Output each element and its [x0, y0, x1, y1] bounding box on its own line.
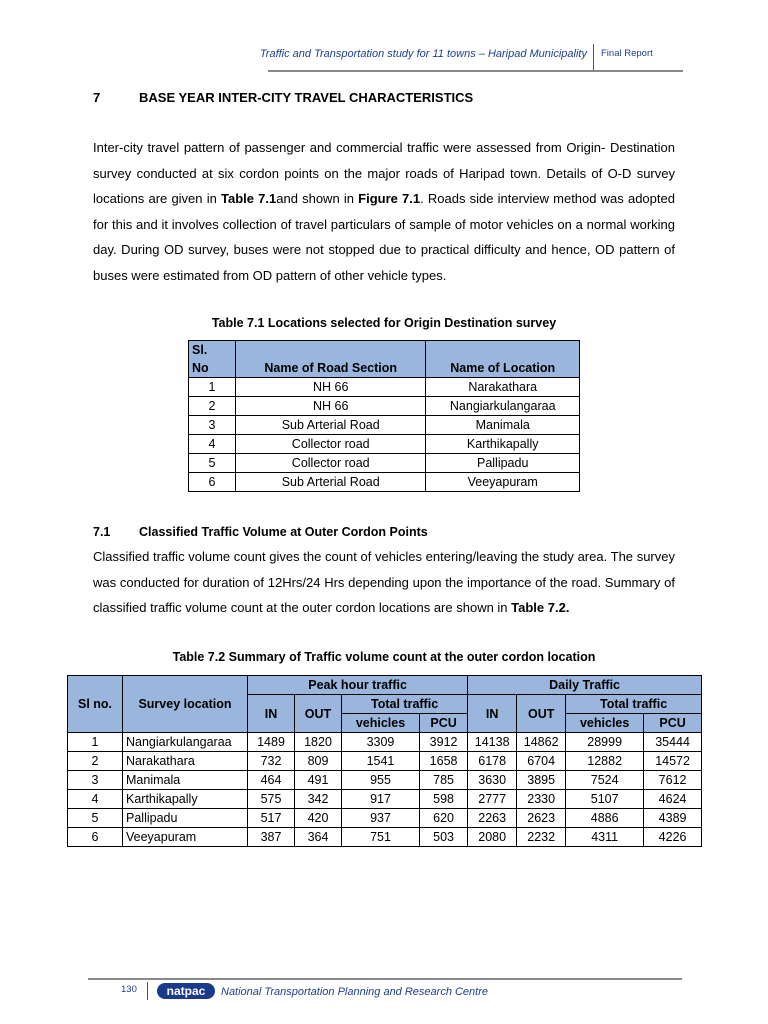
subsection-title: Classified Traffic Volume at Outer Cordon Points	[139, 525, 428, 539]
table-ref: Table 7.1	[221, 191, 277, 206]
cell-dpcu: 4226	[644, 828, 702, 847]
table-row	[189, 473, 580, 492]
cell-no: 2	[189, 397, 236, 416]
cell-ppcu: 503	[419, 828, 467, 847]
group-daily: Daily Traffic	[468, 676, 702, 695]
cell-no: 4	[68, 790, 123, 809]
cell-pin: 732	[248, 752, 295, 771]
cell-pveh: 751	[342, 828, 420, 847]
cell-dout: 6704	[517, 752, 566, 771]
table2-caption: Table 7.2 Summary of Traffic volume count at the outer cordon location	[172, 650, 596, 664]
cell-dpcu: 7612	[644, 771, 702, 790]
cell-no: 3	[68, 771, 123, 790]
header-title: Traffic and Transportation study for 11 towns – Haripad Municipality	[259, 48, 587, 60]
cell-loc: Manimala	[123, 771, 248, 790]
cell-loc: Veeyapuram	[123, 828, 248, 847]
cell-no: 6	[68, 828, 123, 847]
col-peak-in: IN	[248, 695, 295, 733]
cell-dveh: 4311	[566, 828, 644, 847]
table-row	[68, 733, 702, 752]
cell-dout: 3895	[517, 771, 566, 790]
table-row	[68, 790, 702, 809]
cell-no: 1	[68, 733, 123, 752]
cell-pveh: 937	[342, 809, 420, 828]
cell-pin: 1489	[248, 733, 295, 752]
group-peak-total: Total traffic	[342, 695, 468, 714]
cell-pveh: 917	[342, 790, 420, 809]
cell-loc: Nangiarkulangaraa	[123, 733, 248, 752]
cell-pveh: 955	[342, 771, 420, 790]
natpac-logo: natpac	[157, 983, 215, 999]
table-row	[189, 416, 580, 435]
cell-no: 6	[189, 473, 236, 492]
cell-dveh: 12882	[566, 752, 644, 771]
col-sl-no: Sl no.	[68, 676, 123, 733]
header-text: Sl.	[192, 343, 208, 357]
cell-loc: Nangiarkulangaraa	[426, 397, 580, 416]
cell-ppcu: 3912	[419, 733, 467, 752]
section-number: 7	[93, 90, 101, 105]
col-location: Name of Location	[426, 341, 580, 378]
header-rule	[268, 70, 683, 72]
col-peak-vehicles: vehicles	[342, 714, 420, 733]
header-report-label: Final Report	[601, 48, 653, 59]
footer-organization: National Transportation Planning and Research Centre	[221, 986, 489, 998]
table-row	[68, 828, 702, 847]
cell-pout: 342	[295, 790, 342, 809]
group-peak-hour: Peak hour traffic	[248, 676, 468, 695]
cell-din: 6178	[468, 752, 517, 771]
cell-dout: 2330	[517, 790, 566, 809]
table-ref: Table 7.2.	[511, 600, 570, 615]
cell-loc: Veeyapuram	[426, 473, 580, 492]
cell-ppcu: 620	[419, 809, 467, 828]
cell-road: Sub Arterial Road	[236, 416, 426, 435]
cell-dpcu: 14572	[644, 752, 702, 771]
cell-no: 4	[189, 435, 236, 454]
cell-road: NH 66	[236, 378, 426, 397]
cell-dveh: 5107	[566, 790, 644, 809]
section-heading	[93, 90, 473, 105]
cell-din: 2080	[468, 828, 517, 847]
table-row	[189, 378, 580, 397]
cell-din: 14138	[468, 733, 517, 752]
col-daily-in: IN	[468, 695, 517, 733]
cell-ppcu: 1658	[419, 752, 467, 771]
cell-dveh: 28999	[566, 733, 644, 752]
traffic-volume-table	[67, 675, 702, 847]
cell-pveh: 1541	[342, 752, 420, 771]
cell-loc: Karthikapally	[123, 790, 248, 809]
para-text: and shown in	[276, 191, 359, 206]
cell-din: 2263	[468, 809, 517, 828]
volume-paragraph	[93, 544, 675, 621]
cell-road: NH 66	[236, 397, 426, 416]
col-survey-location: Survey location	[123, 676, 248, 733]
cell-loc: Pallipadu	[123, 809, 248, 828]
cell-ppcu: 598	[419, 790, 467, 809]
table1-caption: Table 7.1 Locations selected for Origin Destination survey	[211, 316, 557, 330]
page-number: 130	[121, 984, 137, 995]
cell-road: Collector road	[236, 454, 426, 473]
cell-pout: 1820	[295, 733, 342, 752]
cell-pin: 517	[248, 809, 295, 828]
col-road-section: Name of Road Section	[236, 341, 426, 378]
cell-dpcu: 4389	[644, 809, 702, 828]
cell-dout: 2232	[517, 828, 566, 847]
cell-dveh: 7524	[566, 771, 644, 790]
cell-loc: Pallipadu	[426, 454, 580, 473]
cell-road: Sub Arterial Road	[236, 473, 426, 492]
cell-no: 1	[189, 378, 236, 397]
cell-loc: Narakathara	[426, 378, 580, 397]
table-row	[189, 397, 580, 416]
cell-dpcu: 4624	[644, 790, 702, 809]
subsection-number: 7.1	[93, 525, 111, 539]
para-text: . Roads side interview method was adopted for this and it involves collection of travel particulars of sample of motor vehicles on a normal working day. During OD survey, buses were not stopped due to practical difficulty and hence, OD pattern of buses were estimated from OD pattern of other vehicle types.	[93, 191, 675, 283]
cell-ppcu: 785	[419, 771, 467, 790]
footer-rule	[88, 978, 682, 980]
table-row	[68, 771, 702, 790]
cell-no: 5	[68, 809, 123, 828]
cell-dveh: 4886	[566, 809, 644, 828]
cell-pin: 464	[248, 771, 295, 790]
group-daily-total: Total traffic	[566, 695, 702, 714]
cell-pveh: 3309	[342, 733, 420, 752]
cell-pout: 420	[295, 809, 342, 828]
col-daily-pcu: PCU	[644, 714, 702, 733]
col-peak-pcu: PCU	[419, 714, 467, 733]
cell-no: 5	[189, 454, 236, 473]
cell-road: Collector road	[236, 435, 426, 454]
cell-loc: Karthikapally	[426, 435, 580, 454]
intro-paragraph	[93, 135, 675, 288]
subsection-heading	[93, 525, 428, 539]
cell-dout: 14862	[517, 733, 566, 752]
table-row	[68, 809, 702, 828]
table-row	[189, 435, 580, 454]
table-row	[68, 752, 702, 771]
table-row	[189, 454, 580, 473]
header-text: No	[192, 361, 209, 375]
cell-pin: 575	[248, 790, 295, 809]
para-text: Inter-city travel pattern of passenger and commercial traffic were assessed from Origin- Destination survey conducted at six cordon points on the major roads of Haripad town. Details of O-D survey locations are given in	[93, 140, 675, 206]
cell-dpcu: 35444	[644, 733, 702, 752]
locations-table	[188, 340, 580, 492]
cell-pout: 364	[295, 828, 342, 847]
cell-loc: Manimala	[426, 416, 580, 435]
cell-dout: 2623	[517, 809, 566, 828]
cell-no: 2	[68, 752, 123, 771]
cell-din: 3630	[468, 771, 517, 790]
col-daily-vehicles: vehicles	[566, 714, 644, 733]
header-separator	[593, 44, 594, 72]
col-daily-out: OUT	[517, 695, 566, 733]
cell-din: 2777	[468, 790, 517, 809]
footer-separator	[147, 982, 148, 1000]
col-peak-out: OUT	[295, 695, 342, 733]
para-text: Classified traffic volume count gives the count of vehicles entering/leaving the study area. The survey was conducted for duration of 12Hrs/24 Hrs depending upon the importance of the road. Summary of classified traffic volume count at the outer cordon locations are shown in	[93, 549, 675, 615]
col-sl-no	[189, 341, 236, 378]
cell-pin: 387	[248, 828, 295, 847]
figure-ref: Figure 7.1	[358, 191, 421, 206]
section-title: BASE YEAR INTER-CITY TRAVEL CHARACTERISTICS	[139, 90, 474, 105]
cell-no: 3	[189, 416, 236, 435]
cell-loc: Narakathara	[123, 752, 248, 771]
cell-pout: 809	[295, 752, 342, 771]
cell-pout: 491	[295, 771, 342, 790]
